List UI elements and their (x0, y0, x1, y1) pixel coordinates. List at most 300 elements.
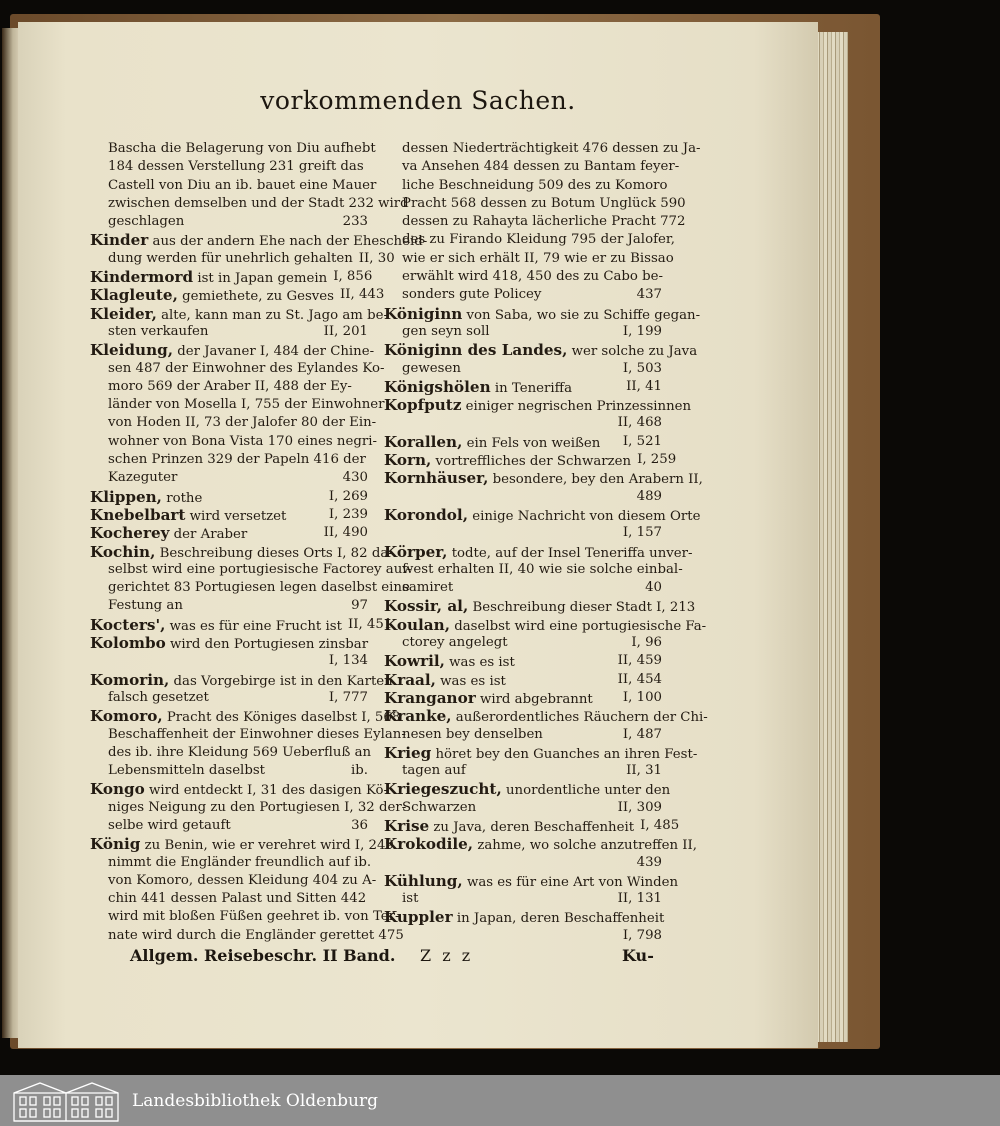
index-line (90, 177, 377, 195)
index-line (384, 597, 696, 616)
index-line-text (384, 908, 664, 926)
index-entry-text: daselbst wird eine portugiesische Fa- (449, 618, 707, 634)
index-keyword: Korondol, (384, 505, 468, 524)
index-line-text (402, 726, 543, 744)
index-entry-text: in Japan, deren Beschaffenheit (452, 911, 665, 927)
index-entry-text: wie er sich erhält II, 79 wie er zu Bissao (402, 250, 674, 266)
index-entry-text: geschlagen (108, 214, 185, 230)
index-line-text (108, 177, 376, 195)
page-reference: 40 (645, 580, 662, 596)
page-reference: 430 (342, 470, 368, 486)
index-line (90, 579, 410, 597)
index-entry-text: wird entdeckt I, 31 des dasigen Kö- (144, 783, 389, 799)
index-line (384, 469, 703, 488)
index-keyword: Kowril, (384, 652, 445, 671)
index-keyword: Königinn (384, 304, 463, 323)
index-line-text (90, 488, 202, 506)
index-line-text (384, 744, 697, 762)
index-entry-text: ctorey angelegt (402, 635, 508, 651)
page-reference: I, 199 (622, 323, 662, 339)
page-reference: 36 (351, 817, 368, 833)
index-entry-text: Beschaffenheit der Einwohner dieses Eylan- (108, 726, 406, 742)
index-line-text (90, 506, 286, 524)
page-reference: I, 777 (328, 689, 368, 705)
index-keyword: Kinder (90, 231, 149, 250)
index-line-text (402, 140, 701, 158)
index-entry-text: niges Neigung zu den Portugiesen I, 32 der- (108, 799, 407, 815)
index-line (90, 506, 368, 524)
sheet-mark: Z z z (420, 946, 474, 965)
page-reference: II, 454 (617, 671, 662, 687)
index-entry-text: west erhalten II, 40 wie sie solche einbal- (402, 561, 683, 577)
index-entry-text: höret bey den Guanches an ihren Fest- (431, 746, 698, 762)
index-keyword: Korallen, (384, 432, 463, 451)
index-line-text (108, 799, 406, 817)
index-keyword: Komoro, (90, 707, 163, 726)
index-line (384, 762, 662, 780)
index-line-text (402, 250, 674, 268)
index-line (384, 140, 701, 158)
index-entry-text: sten verkaufen (108, 323, 209, 339)
index-line (90, 158, 368, 176)
index-entry-text: Beschreibung dieses Orts I, 82 da- (155, 545, 393, 561)
index-keyword: Kuppler (384, 908, 453, 927)
index-entry-text: samiret (402, 580, 454, 596)
index-keyword: Korn, (384, 451, 432, 470)
index-entry-text: 184 dessen Verstellung 231 greift das (108, 159, 364, 175)
index-line-text (108, 213, 184, 231)
index-line-text (384, 616, 706, 634)
index-entry-text: von Komoro, dessen Kleidung 404 zu A- (108, 872, 377, 888)
index-line-text (402, 561, 683, 579)
index-entry-text: nate wird durch die Engländer gerettet 475 (108, 927, 404, 943)
index-line (384, 542, 693, 561)
index-line-text (402, 360, 461, 378)
index-line (90, 780, 389, 799)
index-line-text (90, 524, 247, 542)
index-line (384, 378, 662, 396)
index-line-text (90, 305, 388, 323)
index-line-text (108, 854, 371, 872)
index-line (90, 597, 368, 615)
index-line (384, 835, 698, 854)
index-entry-text: von Saba, wo sie zu Schiffe gegan- (462, 307, 701, 323)
index-entry-text: des zu Firando Kleidung 795 der Jalofer, (402, 232, 675, 248)
index-line-text (108, 890, 366, 908)
index-line-text (402, 762, 466, 780)
index-keyword: Kriegeszucht, (384, 780, 502, 799)
index-line (384, 158, 680, 176)
index-entry-text: moro 569 der Araber II, 488 der Ey- (108, 378, 352, 394)
index-line-text (384, 341, 697, 359)
index-line (90, 469, 368, 487)
index-line (384, 304, 701, 323)
index-entry-text: erwählt wird 418, 450 des zu Cabo be- (402, 269, 664, 285)
page-reference: II, 459 (617, 653, 662, 669)
index-entry-text: Lebensmitteln daselbst (108, 763, 265, 779)
index-entry-text: rothe (161, 490, 203, 506)
library-building-icon (10, 1079, 122, 1123)
page-reference: 439 (636, 854, 662, 870)
index-line-text (384, 433, 600, 451)
index-keyword: Kranke, (384, 707, 452, 726)
index-entry-text: falsch gesetzet (108, 689, 209, 705)
index-entry-text: sen 487 der Einwohner des Eylandes Ko- (108, 360, 385, 376)
index-line-text (384, 689, 593, 707)
index-entry-text: vortreffliches der Schwarzen (431, 454, 632, 470)
index-line-text (108, 872, 376, 890)
index-keyword: Koulan, (384, 615, 450, 634)
index-line (384, 524, 662, 542)
index-entry-text: nimmt die Engländer freundlich auf ib. (108, 854, 372, 870)
index-line (90, 542, 393, 561)
index-line-text (108, 433, 377, 451)
index-line-text (90, 231, 427, 249)
index-line (384, 396, 692, 415)
index-line (384, 561, 683, 579)
page-reference: I, 798 (622, 927, 662, 943)
index-line-text (384, 835, 697, 853)
index-line (384, 286, 662, 304)
index-entry-text: unordentliche unter den (501, 783, 671, 799)
index-entry-text: Bascha die Belagerung von Diu aufhebt (108, 141, 376, 156)
book-page (18, 22, 818, 1048)
page-reference: 437 (636, 287, 662, 303)
index-line-text (384, 451, 631, 469)
running-head: vorkommenden Sachen. (260, 86, 576, 115)
page-reference: I, 485 (640, 817, 680, 833)
index-line (384, 341, 698, 360)
page-reference: 97 (351, 598, 368, 614)
index-entry-text: dessen zu Rahayta lächerliche Pracht 772 (402, 214, 686, 230)
index-keyword: Klippen, (90, 487, 162, 506)
index-line (384, 707, 708, 726)
index-entry-text: besondere, bey den Arabern II, (488, 472, 703, 488)
index-keyword: Kühlung, (384, 871, 463, 890)
index-line (90, 360, 385, 378)
index-entry-text: ist in Japan gemein (193, 271, 328, 287)
index-line (384, 579, 662, 597)
index-line (384, 195, 686, 213)
index-keyword: Kindermord (90, 268, 194, 287)
index-keyword: Kongo (90, 780, 145, 799)
index-line-text (402, 158, 679, 176)
index-line (384, 433, 662, 451)
index-line (90, 286, 385, 305)
index-line-text (402, 799, 476, 817)
index-line (384, 634, 662, 652)
index-line-text (108, 360, 384, 378)
index-entry-text: was es ist (435, 673, 506, 689)
index-line-text (90, 835, 394, 853)
index-entry-text: nesen bey denselben (402, 726, 543, 742)
index-line-text (90, 671, 393, 689)
page-reference: II, 31 (626, 763, 662, 779)
index-line-text (108, 726, 406, 744)
page-reference: II, 41 (626, 378, 662, 394)
index-keyword: König (90, 835, 141, 854)
index-line (384, 908, 665, 927)
index-line-text (384, 872, 678, 890)
index-entry-text: wird versetzet (185, 508, 287, 524)
index-entry-text: zu Benin, wie er verehret wird I, 249 (140, 838, 394, 854)
index-entry-text: Schwarzen (402, 799, 477, 815)
index-entry-text: todte, auf der Insel Teneriffa unver- (447, 545, 693, 561)
index-entry-text: gen seyn soll (402, 323, 490, 339)
index-entry-text: Kazeguter (108, 470, 178, 486)
index-line-text (90, 341, 374, 359)
index-line (90, 433, 377, 451)
index-entry-text: von Hoden II, 73 der Jalofer 80 der Ein- (108, 415, 377, 431)
index-line-text (108, 762, 265, 780)
index-keyword: Kornhäuser, (384, 469, 489, 488)
index-line (384, 780, 671, 799)
index-line (90, 268, 373, 287)
index-line-text (384, 652, 515, 670)
index-line-text (108, 908, 400, 926)
index-line (90, 908, 400, 926)
page-reference: I, 521 (622, 433, 662, 449)
index-line-text (402, 231, 675, 249)
index-line (90, 634, 368, 652)
library-banner (0, 1075, 1000, 1126)
index-line (384, 743, 698, 762)
page-reference: II, 451 (347, 616, 393, 632)
index-entry-text: der Araber (169, 527, 248, 543)
index-line-text (108, 378, 352, 396)
index-line-text (108, 561, 411, 579)
index-line-text (402, 890, 418, 908)
index-line-text (90, 616, 342, 634)
index-line-text (384, 378, 572, 396)
index-line (384, 231, 675, 249)
page-reference: I, 96 (631, 635, 662, 651)
index-entry-text: gewesen (402, 360, 461, 376)
index-line (384, 451, 677, 470)
index-keyword: Kopfputz (384, 396, 462, 415)
index-entry-text: einiger negrischen Prinzessinnen (461, 399, 692, 415)
index-line (90, 451, 368, 469)
index-line (384, 890, 662, 908)
signature-line: Allgem. Reisebeschr. II Band. (130, 946, 396, 965)
index-line-text (402, 579, 453, 597)
index-keyword: Kraal, (384, 670, 436, 689)
catchword: Ku- (622, 946, 654, 965)
index-entry-text: der Javaner I, 484 der Chine- (173, 344, 375, 360)
index-entry-text: wer solche zu Java (567, 344, 698, 360)
index-keyword: Königshölen (384, 377, 491, 396)
index-line-text (384, 305, 700, 323)
index-line-text (108, 140, 376, 158)
index-line (90, 835, 394, 854)
index-line (90, 213, 368, 231)
index-line-text (108, 689, 209, 707)
index-entry-text: in Teneriffa (490, 380, 573, 396)
index-line-text (402, 634, 508, 652)
page-reference: II, 201 (323, 323, 368, 339)
index-line-text (90, 634, 368, 652)
index-line-text (384, 543, 693, 561)
index-line (90, 323, 368, 341)
index-keyword: Kranganor (384, 688, 476, 707)
page-reference: I, 134 (328, 653, 368, 669)
page-reference: I, 157 (622, 525, 662, 541)
index-entry-text: Beschreibung dieser Stadt I, 213 (468, 600, 696, 616)
index-entry-text: wird den Portugiesen zinsbar (165, 637, 369, 653)
index-line-text (384, 780, 670, 798)
library-name[interactable]: Landesbibliothek Oldenburg (132, 1090, 379, 1111)
index-keyword: Krokodile, (384, 835, 474, 854)
index-line (384, 816, 680, 835)
index-line (384, 268, 662, 286)
index-entry-text: gemiethete, zu Gesves (177, 289, 334, 305)
index-line (90, 488, 368, 506)
page-reference: II, 30 (358, 250, 395, 266)
index-entry-text: was es ist (444, 655, 515, 671)
index-keyword: Kocherey (90, 524, 170, 543)
index-line (90, 615, 393, 634)
index-keyword: Kocters', (90, 615, 166, 634)
index-line (384, 360, 662, 378)
index-line-text (384, 671, 506, 689)
index-entry-text: Pracht 568 dessen zu Botum Unglück 590 (402, 195, 686, 211)
index-line-text (384, 396, 691, 414)
index-line (90, 762, 368, 780)
index-keyword: Kleidung, (90, 341, 174, 360)
index-line (90, 396, 385, 414)
index-entry-text: zu Java, deren Beschaffenheit (429, 819, 635, 835)
index-line (384, 799, 662, 817)
index-entry-text: wird abgebrannt (475, 691, 593, 707)
index-entry-text: ist (402, 891, 419, 907)
index-line (384, 927, 662, 945)
index-line (384, 726, 662, 744)
page-reference: I, 856 (333, 269, 373, 285)
index-keyword: Körper, (384, 542, 448, 561)
index-line (90, 707, 401, 726)
index-entry-text: Castell von Diu an ib. bauet eine Mauer (108, 177, 377, 193)
index-line-text (90, 707, 400, 725)
index-line-text (384, 597, 695, 615)
index-line (90, 414, 377, 432)
index-line-text (108, 597, 183, 615)
index-line (90, 890, 368, 908)
index-line (384, 414, 662, 432)
index-keyword: Krieg (384, 743, 432, 762)
page-reference: I, 239 (328, 506, 368, 522)
index-entry-text: dessen Niederträchtigkeit 476 dessen zu Ja- (402, 141, 701, 156)
index-line (384, 854, 662, 872)
index-line-text (384, 707, 708, 725)
index-line-text (108, 579, 410, 597)
index-entry-text: va Ansehen 484 dessen zu Bantam feyer- (402, 159, 680, 175)
index-line-text (108, 927, 404, 945)
index-line (90, 378, 368, 396)
index-entry-text: länder von Mosella I, 755 der Einwohner (108, 397, 385, 413)
page-reference: II, 468 (617, 415, 662, 431)
index-line (384, 177, 668, 195)
index-line-text (108, 158, 364, 176)
index-keyword: Kossir, al, (384, 597, 469, 616)
index-line (90, 250, 395, 268)
index-line (90, 652, 368, 670)
index-entry-text: liche Beschneidung 509 des zu Komoro (402, 177, 668, 193)
index-line (90, 744, 372, 762)
index-line-text (90, 543, 393, 561)
right-column (384, 140, 708, 945)
index-line (90, 854, 372, 872)
index-entry-text: Festung an (108, 598, 183, 614)
index-entry-text: wohner von Bona Vista 170 eines negri- (108, 433, 377, 449)
index-line (384, 488, 662, 506)
index-line-text (108, 469, 177, 487)
index-entry-text: wird mit bloßen Füßen geehret ib. von Ter- (108, 909, 400, 925)
index-line-text (402, 323, 490, 341)
index-line (90, 726, 406, 744)
index-keyword: Krise (384, 816, 430, 835)
index-line-text (384, 817, 634, 835)
index-entry-text: ein Fels von weißen (462, 435, 601, 451)
index-line-text (90, 780, 388, 798)
index-entry-text: tagen auf (402, 763, 466, 779)
index-line-text (384, 506, 700, 524)
index-line (90, 670, 393, 689)
index-keyword: Komorin, (90, 670, 170, 689)
index-keyword: Kochin, (90, 542, 156, 561)
index-line (90, 799, 407, 817)
page-reference: I, 503 (622, 360, 662, 376)
index-line-text (108, 414, 376, 432)
index-line (90, 195, 409, 213)
page-reference: I, 259 (637, 452, 677, 468)
index-entry-text: chin 441 dessen Palast und Sitten 442 (108, 891, 367, 907)
index-line-text (402, 195, 686, 213)
index-entry-text: des ib. ihre Kleidung 569 Ueberfluß an (108, 744, 372, 760)
page-reference: I, 269 (328, 488, 368, 504)
index-line (384, 652, 662, 670)
page-reference: 489 (636, 488, 662, 504)
index-entry-text: aus der andern Ehe nach der Ehescheid- (148, 234, 428, 250)
index-line (384, 213, 686, 231)
index-line-text (108, 323, 208, 341)
index-line (90, 140, 376, 158)
page-reference: 233 (342, 214, 368, 230)
page-reference: II, 443 (339, 287, 385, 303)
index-entry-text: das Vorgebirge ist in den Karten (169, 673, 393, 689)
index-keyword: Klagleute, (90, 286, 178, 305)
index-line-text (108, 744, 371, 762)
index-line-text (402, 177, 668, 195)
index-line-text (108, 817, 231, 835)
index-keyword: Kolombo (90, 634, 166, 653)
index-line (384, 505, 701, 524)
index-keyword: Kleider, (90, 304, 157, 323)
index-line-text (402, 213, 685, 231)
index-entry-text: Pracht des Königes daselbst I, 568 (162, 710, 401, 726)
index-line (384, 250, 674, 268)
index-keyword: Königinn des Landes, (384, 341, 568, 360)
index-line (384, 323, 662, 341)
index-entry-text: selbe wird getauft (108, 817, 231, 833)
index-line-text (90, 286, 334, 304)
index-entry-text: zahme, wo solche anzutreffen II, (473, 838, 698, 854)
index-line (90, 231, 428, 250)
index-entry-text: zwischen demselben und der Stadt 232 wird (108, 195, 409, 211)
index-line-text (402, 268, 663, 286)
index-line-text (384, 469, 703, 487)
page-reference: II, 490 (323, 525, 368, 541)
index-entry-text: außerordentliches Räuchern der Chi- (451, 710, 708, 726)
